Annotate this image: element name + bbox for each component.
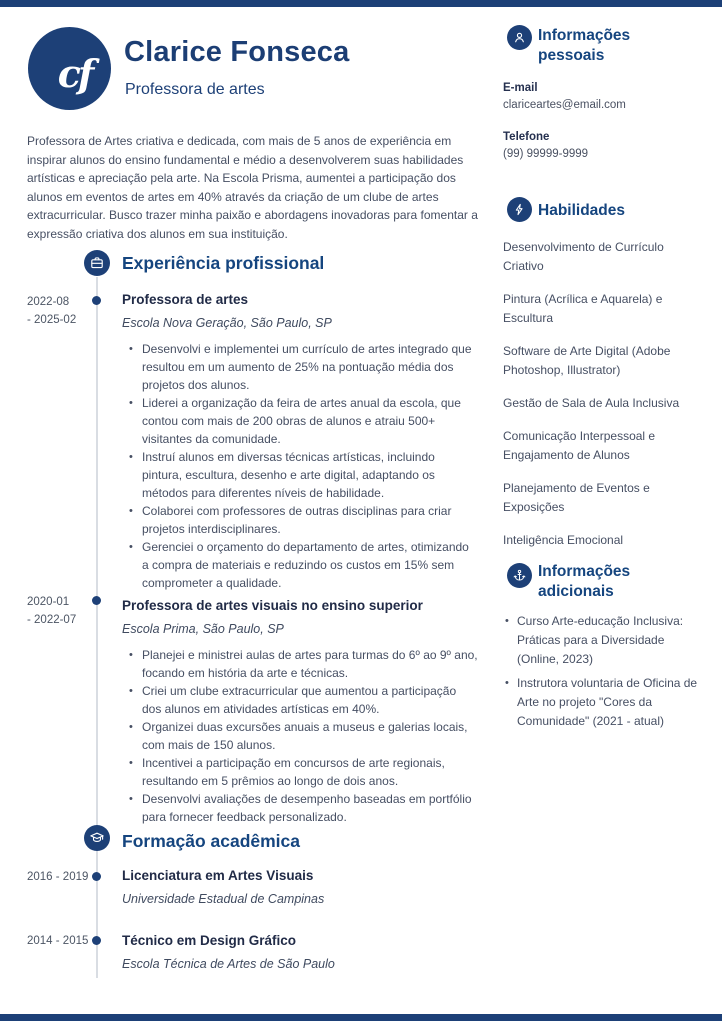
date-start: 2022-08 — [27, 296, 70, 308]
bullet-item: • Liderei a organização da feira de artes anual da escola, que contou com mais de 200 obras de alunos e atraiu 500+ visitantes da comunidade. — [122, 394, 478, 448]
skill-item: Comunicação Interpessoal e Engajamento de Alunos — [503, 429, 656, 462]
experience-2-dates — [27, 594, 76, 629]
bullet-item: • Incentivei a participação em concursos de arte regionais, resultando em 5 prêmios ao longo de dois anos. — [122, 754, 478, 790]
education-1-dates: 2016 - 2019 — [27, 871, 89, 883]
skill-item: Gestão de Sala de Aula Inclusiva — [503, 396, 680, 410]
personal-fields — [503, 80, 695, 163]
graduation-cap-icon — [84, 825, 110, 851]
education-heading: Formação acadêmica — [122, 831, 301, 851]
job-organization: Escola Prima, São Paulo, SP — [122, 622, 284, 636]
bullet-item: • Desenvolvi e implementei um currículo de artes integrado que resultou em um aumento de 25% na pontuação média dos projetos dos alunos. — [122, 340, 478, 394]
skill-item: Desenvolvimento de Currículo Criativo — [503, 240, 664, 273]
degree-title: Técnico em Design Gráfico — [122, 933, 297, 948]
timeline-dot — [92, 596, 101, 605]
date-start: 2020-01 — [27, 596, 70, 608]
skill-item: Pintura (Acrílica e Aquarela) e Escultura — [503, 292, 663, 325]
profile-summary: Professora de Artes criativa e dedicada, com mais de 5 anos de experiência em inspirar alunos do ensino fundamental e médio a desenvolverem suas habilidades artísticas e apreciação pela arte. Na Escola Prisma, aumentei a participação dos alunos em eventos de artes em 40% através da criação de um clube de artes extracurricular. Busco trazer minha paixão e abordagens inovadoras para fomentar a expressão criativa dos alunos em sua instituição. — [27, 134, 478, 241]
job-title: Professora de artes — [122, 292, 249, 307]
timeline-dot — [92, 296, 101, 305]
bullet-item: • Gerenciei o orçamento do departamento de artes, otimizando a compra de materiais e reduzindo os custos em 15% sem comprometer a qualidade. — [122, 538, 478, 592]
lightning-bolt-icon — [507, 197, 532, 222]
personal-info-heading: Informações pessoais — [538, 27, 631, 64]
top-accent-bar — [0, 0, 722, 7]
bullet-item: • Criei um clube extracurricular que aumentou a participação dos alunos em atividades artísticas em 40%. — [122, 682, 478, 718]
education-2-dates: 2014 - 2015 — [27, 935, 89, 947]
email-field — [503, 80, 695, 114]
timeline-dot — [92, 872, 101, 881]
phone-field — [503, 129, 695, 163]
bullet-item: • Planejei e ministrei aulas de artes para turmas do 6º ao 9º ano, focando em história da arte e técnicas. — [122, 646, 478, 682]
school-name: Universidade Estadual de Campinas — [122, 892, 325, 906]
bullet-item: • Desenvolvi avaliações de desempenho baseadas em portfólio para fornecer feedback personalizado. — [122, 790, 478, 826]
experience-entry-1 — [122, 290, 478, 592]
skills-list — [503, 238, 691, 564]
candidate-name: Clarice Fonseca — [124, 36, 350, 68]
additional-item: • Curso Arte-educação Inclusiva: Práticas para a Diversidade (Online, 2023) — [503, 612, 701, 669]
email-value: clariceartes@email.com — [503, 99, 626, 111]
experience-entry-2 — [122, 596, 478, 826]
bullet-item: • Organizei duas excursões anuais a museus e galerias locais, com mais de 150 alunos. — [122, 718, 478, 754]
degree-title: Licenciatura em Artes Visuais — [122, 868, 314, 883]
anchor-icon — [507, 563, 532, 588]
experience-1-dates — [27, 294, 76, 329]
job-title: Professora de artes visuais no ensino superior — [122, 598, 423, 613]
phone-value: (99) 99999-9999 — [503, 148, 589, 160]
avatar-initials: cf — [57, 51, 92, 96]
job-achievements — [122, 646, 478, 826]
bullet-item: • Colaborei com professores de outras disciplinas para criar projetos interdisciplinares. — [122, 502, 478, 538]
skill-item: Inteligência Emocional — [503, 533, 624, 547]
phone-label: Telefone — [503, 131, 550, 143]
avatar — [28, 27, 111, 110]
additional-info-heading: Informações adicionais — [538, 563, 631, 600]
skill-item: Software de Arte Digital (Adobe Photoshop, Illustrator) — [503, 344, 671, 377]
bullet-item: • Instruí alunos em diversas técnicas artísticas, incluindo pintura, escultura, desenho e arte digital, adaptando os métodos para diferentes níveis de habilidade. — [122, 448, 478, 502]
additional-info-list — [503, 612, 701, 736]
email-label: E-mail — [503, 82, 538, 94]
job-organization: Escola Nova Geração, São Paulo, SP — [122, 316, 332, 330]
job-achievements — [122, 340, 478, 592]
person-icon — [507, 25, 532, 50]
timeline-dot — [92, 936, 101, 945]
date-end: - 2025-02 — [27, 313, 77, 326]
education-entry-1 — [122, 866, 478, 909]
school-name: Escola Técnica de Artes de São Paulo — [122, 957, 335, 971]
skills-heading: Habilidades — [538, 202, 625, 219]
skill-item: Planejamento de Eventos e Exposições — [503, 481, 650, 514]
experience-heading: Experiência profissional — [122, 253, 325, 273]
briefcase-icon — [84, 250, 110, 276]
bottom-accent-bar — [0, 1014, 722, 1021]
education-entry-2 — [122, 931, 478, 974]
candidate-job-title: Professora de artes — [125, 81, 265, 98]
additional-item: • Instrutora voluntaria de Oficina de Arte no projeto "Cores da Comunidade" (2021 - atual) — [503, 674, 701, 731]
date-end: - 2022-07 — [27, 613, 77, 626]
